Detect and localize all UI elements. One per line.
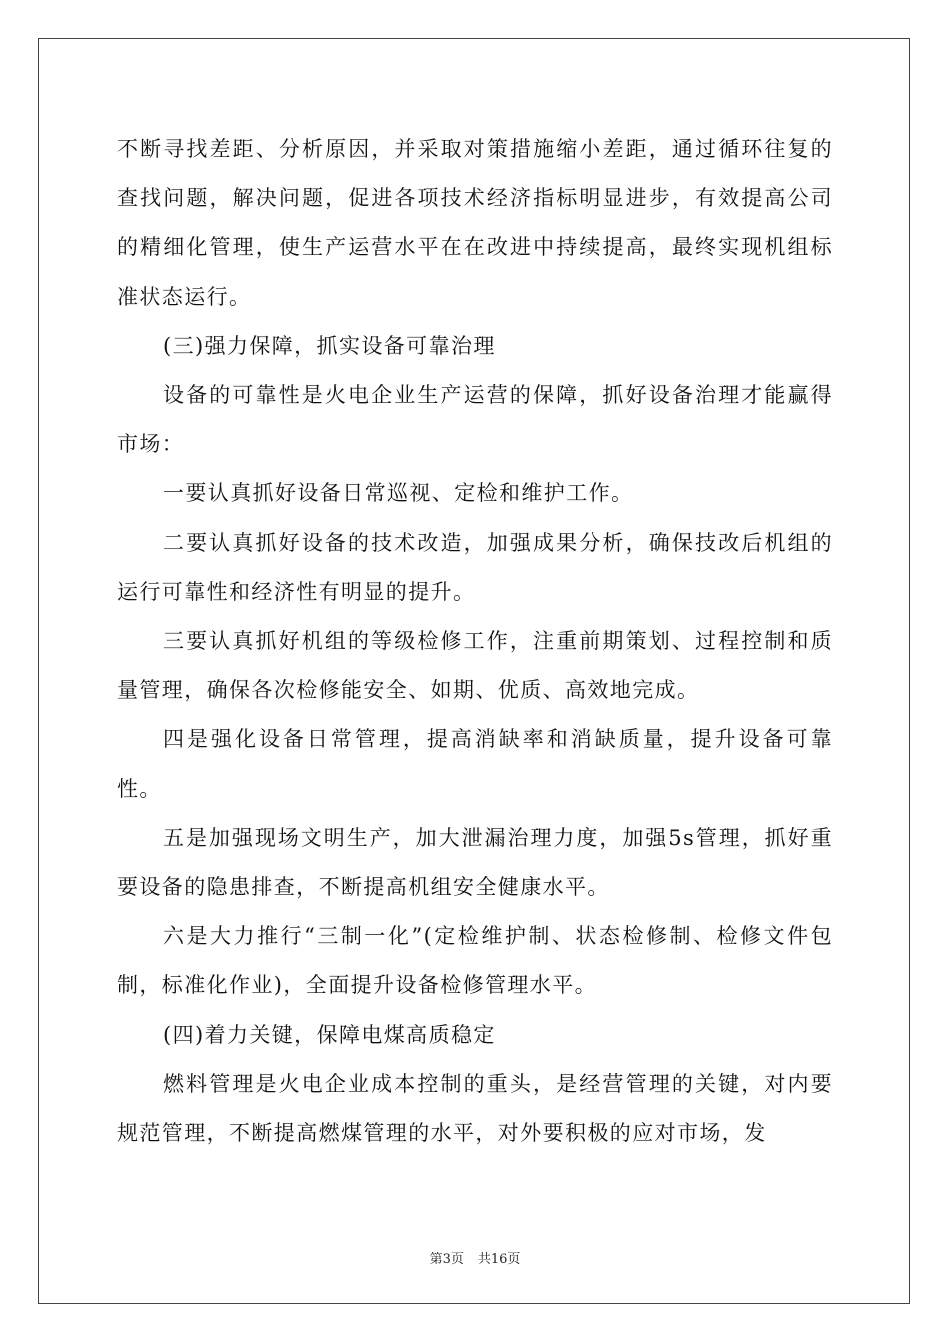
paragraph: 设备的可靠性是火电企业生产运营的保障，抓好设备治理才能赢得市场：	[117, 383, 833, 457]
paragraph: 不断寻找差距、分析原因，并采取对策措施缩小差距，通过循环往复的查找问题，解决问题，促进各项技术经济指标明显进步，有效提高公司的精细化管理，使生产运营水平在在改进中持续提高，最终实现机组标准状态运行。	[117, 137, 833, 309]
paragraph: 六是大力推行“三制一化”(定检维护制、状态检修制、检修文件包制，标准化作业)，全面提升设备检修管理水平。	[117, 924, 833, 998]
paragraph: 三要认真抓好机组的等级检修工作，注重前期策划、过程控制和质量管理，确保各次检修能安全、如期、优质、高效地完成。	[117, 629, 833, 703]
paragraph: 五是加强现场文明生产，加大泄漏治理力度，加强5s管理，抓好重要设备的隐患排查，不断提高机组安全健康水平。	[117, 825, 833, 900]
paragraph: 一要认真抓好设备日常巡视、定检和维护工作。	[163, 481, 634, 506]
paragraph: 四是强化设备日常管理，提高消缺率和消缺质量，提升设备可靠性。	[117, 727, 833, 801]
total-pages: 共16页	[477, 1252, 521, 1267]
paragraph: 燃料管理是火电企业成本控制的重头，是经营管理的关键，对内要规范管理，不断提高燃煤管理的水平，对外要积极的应对市场，发	[117, 1071, 833, 1146]
paragraph: (四)着力关键，保障电煤高质稳定	[163, 1022, 496, 1047]
document-body	[117, 125, 833, 1158]
page-footer	[0, 1248, 950, 1267]
paragraph: (三)强力保障，抓实设备可靠治理	[163, 333, 496, 358]
page-number: 第3页	[429, 1252, 464, 1267]
paragraph: 二要认真抓好设备的技术改造，加强成果分析，确保技改后机组的运行可靠性和经济性有明显的提升。	[117, 530, 833, 604]
